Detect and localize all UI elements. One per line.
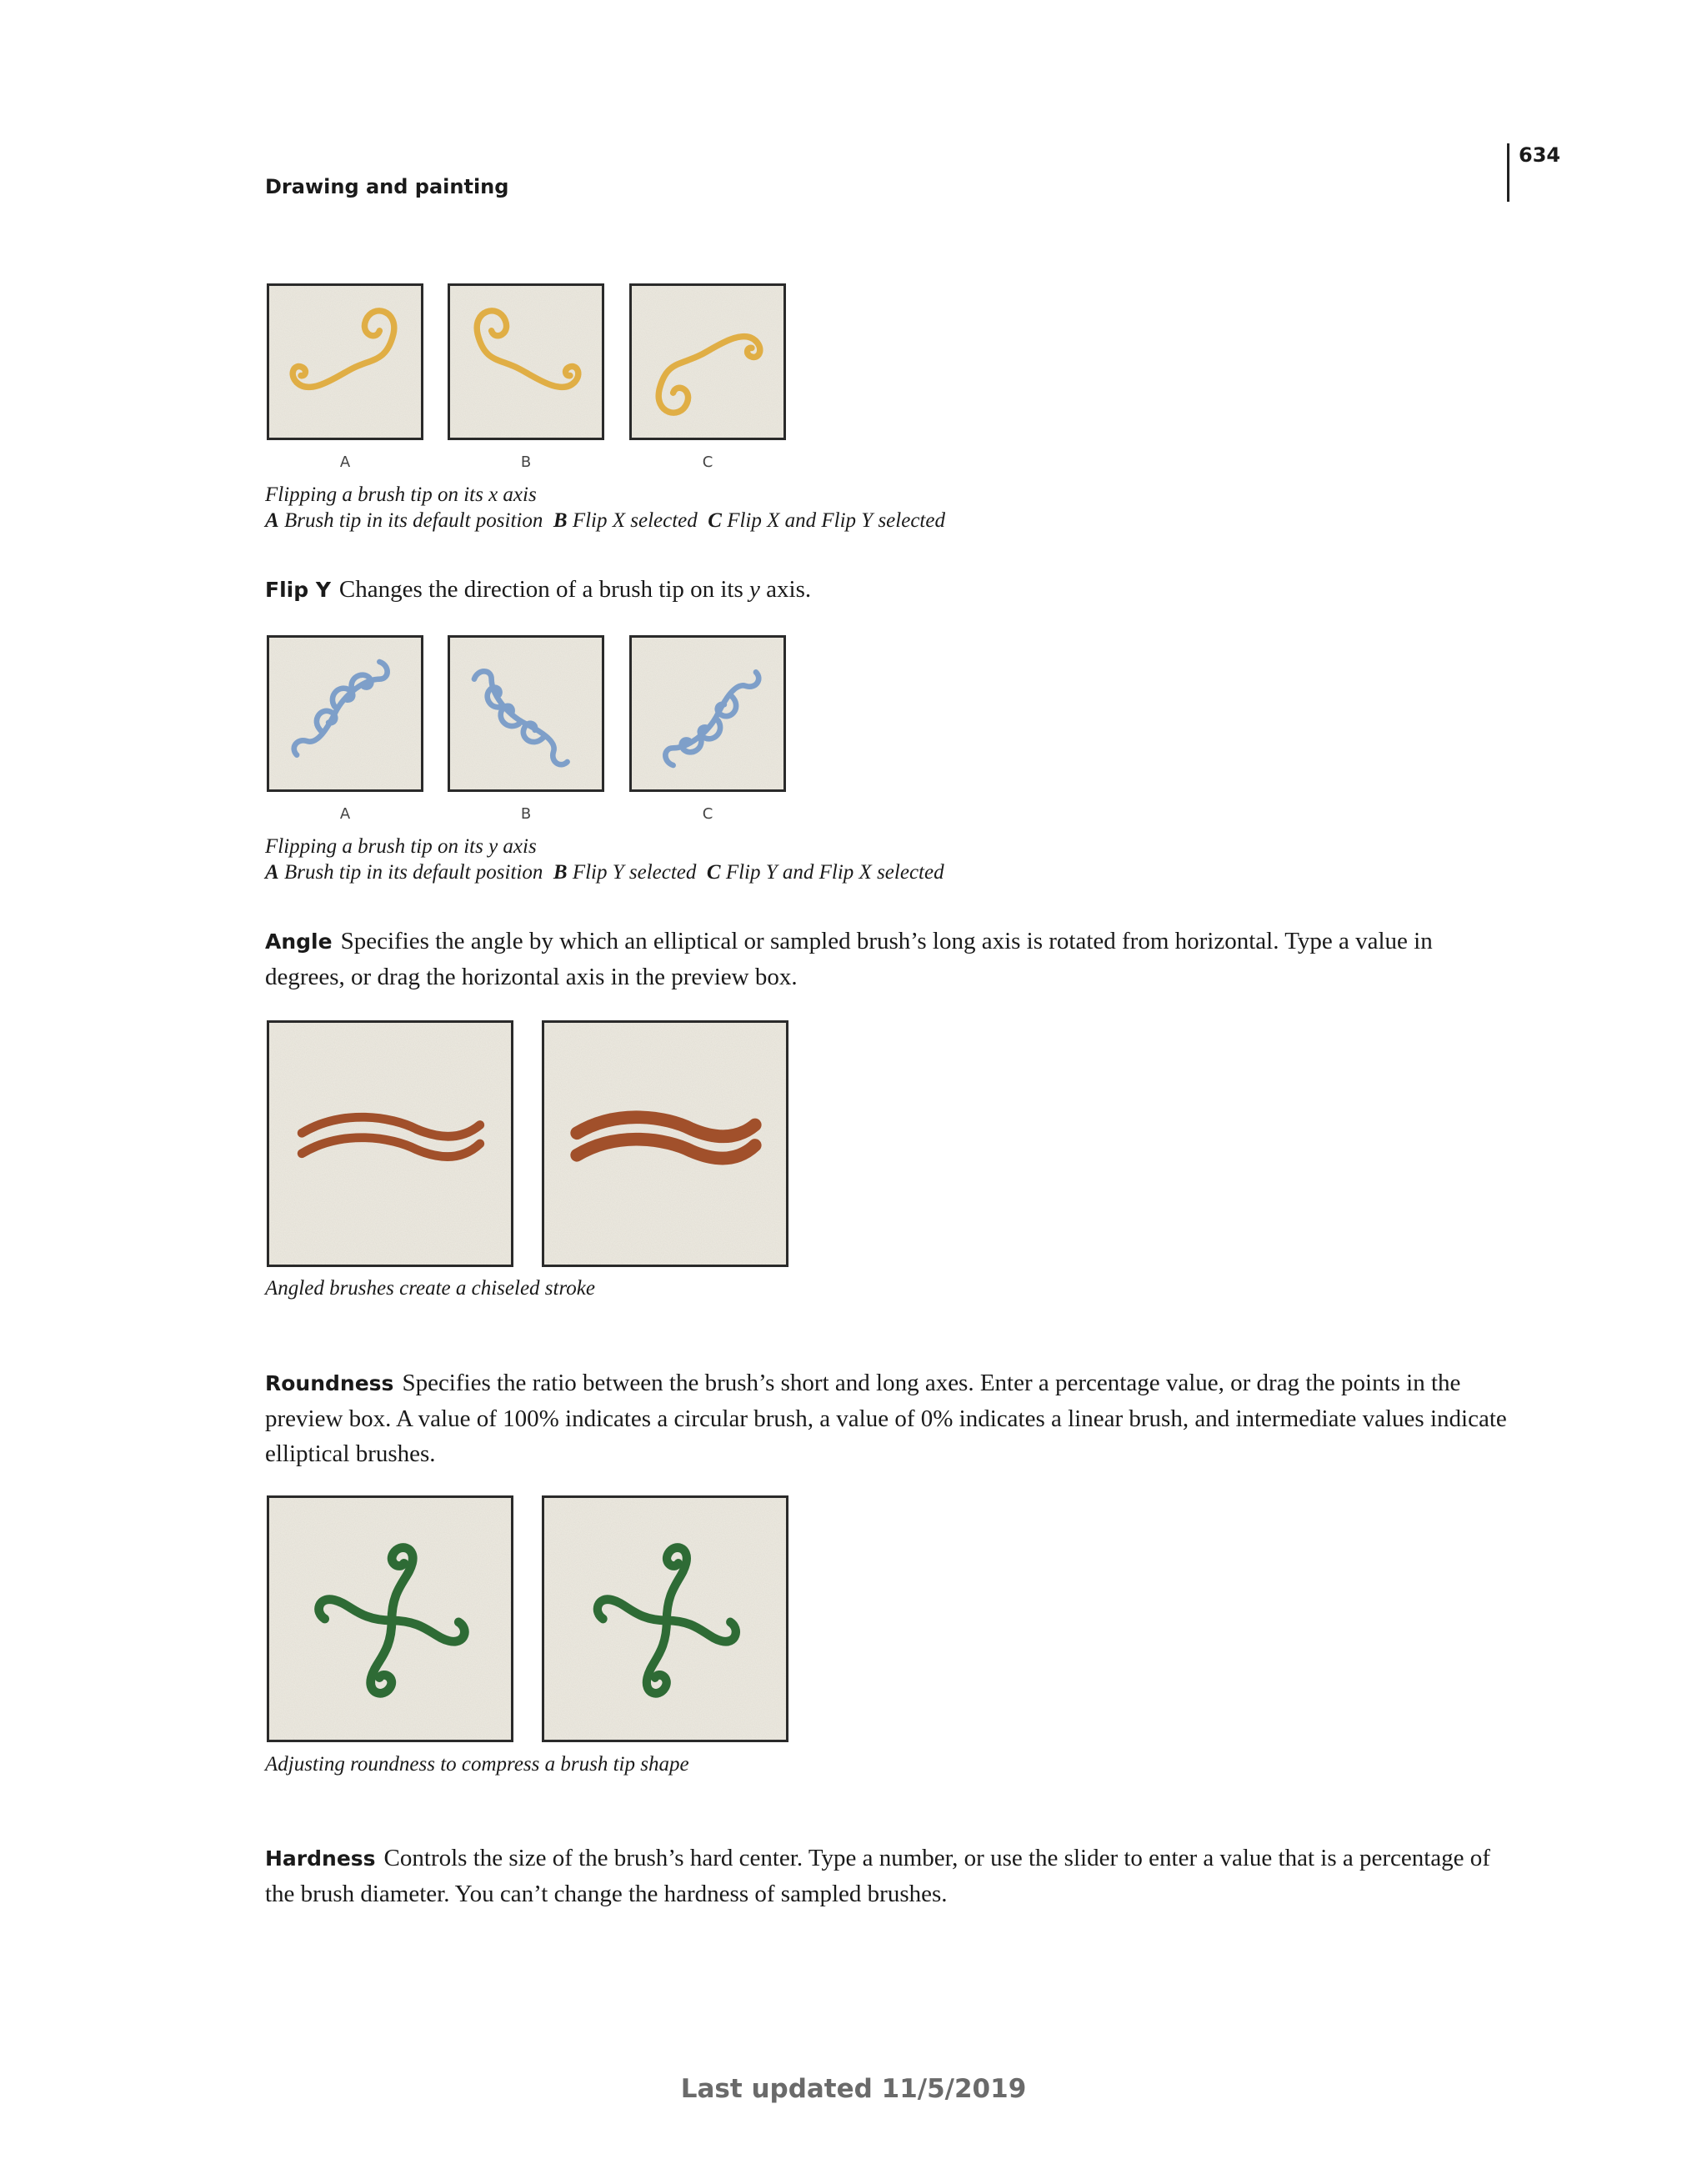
figure-y-letter-b: B [520, 805, 532, 823]
figure-y-caption-title: Flipping a brush tip on its y axis [265, 835, 537, 858]
figure-x-caption-legend: A Brush tip in its default position B Flip X selected C Flip X and Flip Y selected [265, 509, 945, 532]
figure-y-letter-c: C [702, 805, 713, 823]
brush-preview-y-c [629, 635, 786, 792]
figure-x-caption [265, 482, 945, 533]
section-title: Drawing and painting [265, 175, 509, 198]
figure-roundness-caption: Adjusting roundness to compress a brush tip shape [265, 1753, 689, 1776]
brush-preview-x-a [267, 283, 423, 440]
figure-y-letter-a: A [339, 805, 351, 823]
hardness-paragraph: Hardness Controls the size of the brush’s hard center. Type a number, or use the slider to enter a value that is a percentage of the brush diameter. You can’t change the hardness of sampled brushes. [265, 1845, 1490, 1907]
brush-preview-angle-1 [267, 1020, 513, 1267]
brush-preview-angle-2 [542, 1020, 788, 1267]
brush-preview-roundness-1 [267, 1495, 513, 1742]
footer-last-updated: Last updated 11/5/2019 [680, 2074, 1027, 2104]
flip-y-term: Flip Y [265, 578, 331, 602]
roundness-paragraph: Roundness Specifies the ratio between the brush’s short and long axes. Enter a percentage value, or drag the points in the preview box. A value of 100% indicates a circular brush, a value of 0% indicates a linear brush, and intermediate values indicate elliptical brushes. [265, 1370, 1507, 1467]
flip-y-paragraph: Flip Y Changes the direction of a brush tip on its y axis. [265, 576, 812, 603]
figure-x-caption-title: Flipping a brush tip on its x axis [265, 483, 537, 506]
angle-paragraph: Angle Specifies the angle by which an elliptical or sampled brush’s long axis is rotated from horizontal. Type a value in degrees, or drag the horizontal axis in the preview box. [265, 928, 1433, 990]
figure-x-letter-b: B [520, 453, 532, 471]
figure-y-caption [265, 834, 944, 885]
figure-y-caption-legend: A Brush tip in its default position B Flip Y selected C Flip Y and Flip X selected [265, 861, 944, 884]
page-number-rule [1507, 143, 1509, 202]
angle-term: Angle [265, 929, 333, 954]
roundness-term: Roundness [265, 1371, 394, 1395]
hardness-term: Hardness [265, 1846, 376, 1871]
figure-x-letter-c: C [702, 453, 713, 471]
brush-preview-roundness-2 [542, 1495, 788, 1742]
brush-preview-x-b [448, 283, 604, 440]
brush-preview-x-c [629, 283, 786, 440]
figure-x-letter-a: A [339, 453, 351, 471]
page-number: 634 [1519, 143, 1561, 167]
figure-angle-caption: Angled brushes create a chiseled stroke [265, 1277, 595, 1300]
brush-preview-y-b [448, 635, 604, 792]
brush-preview-y-a [267, 635, 423, 792]
